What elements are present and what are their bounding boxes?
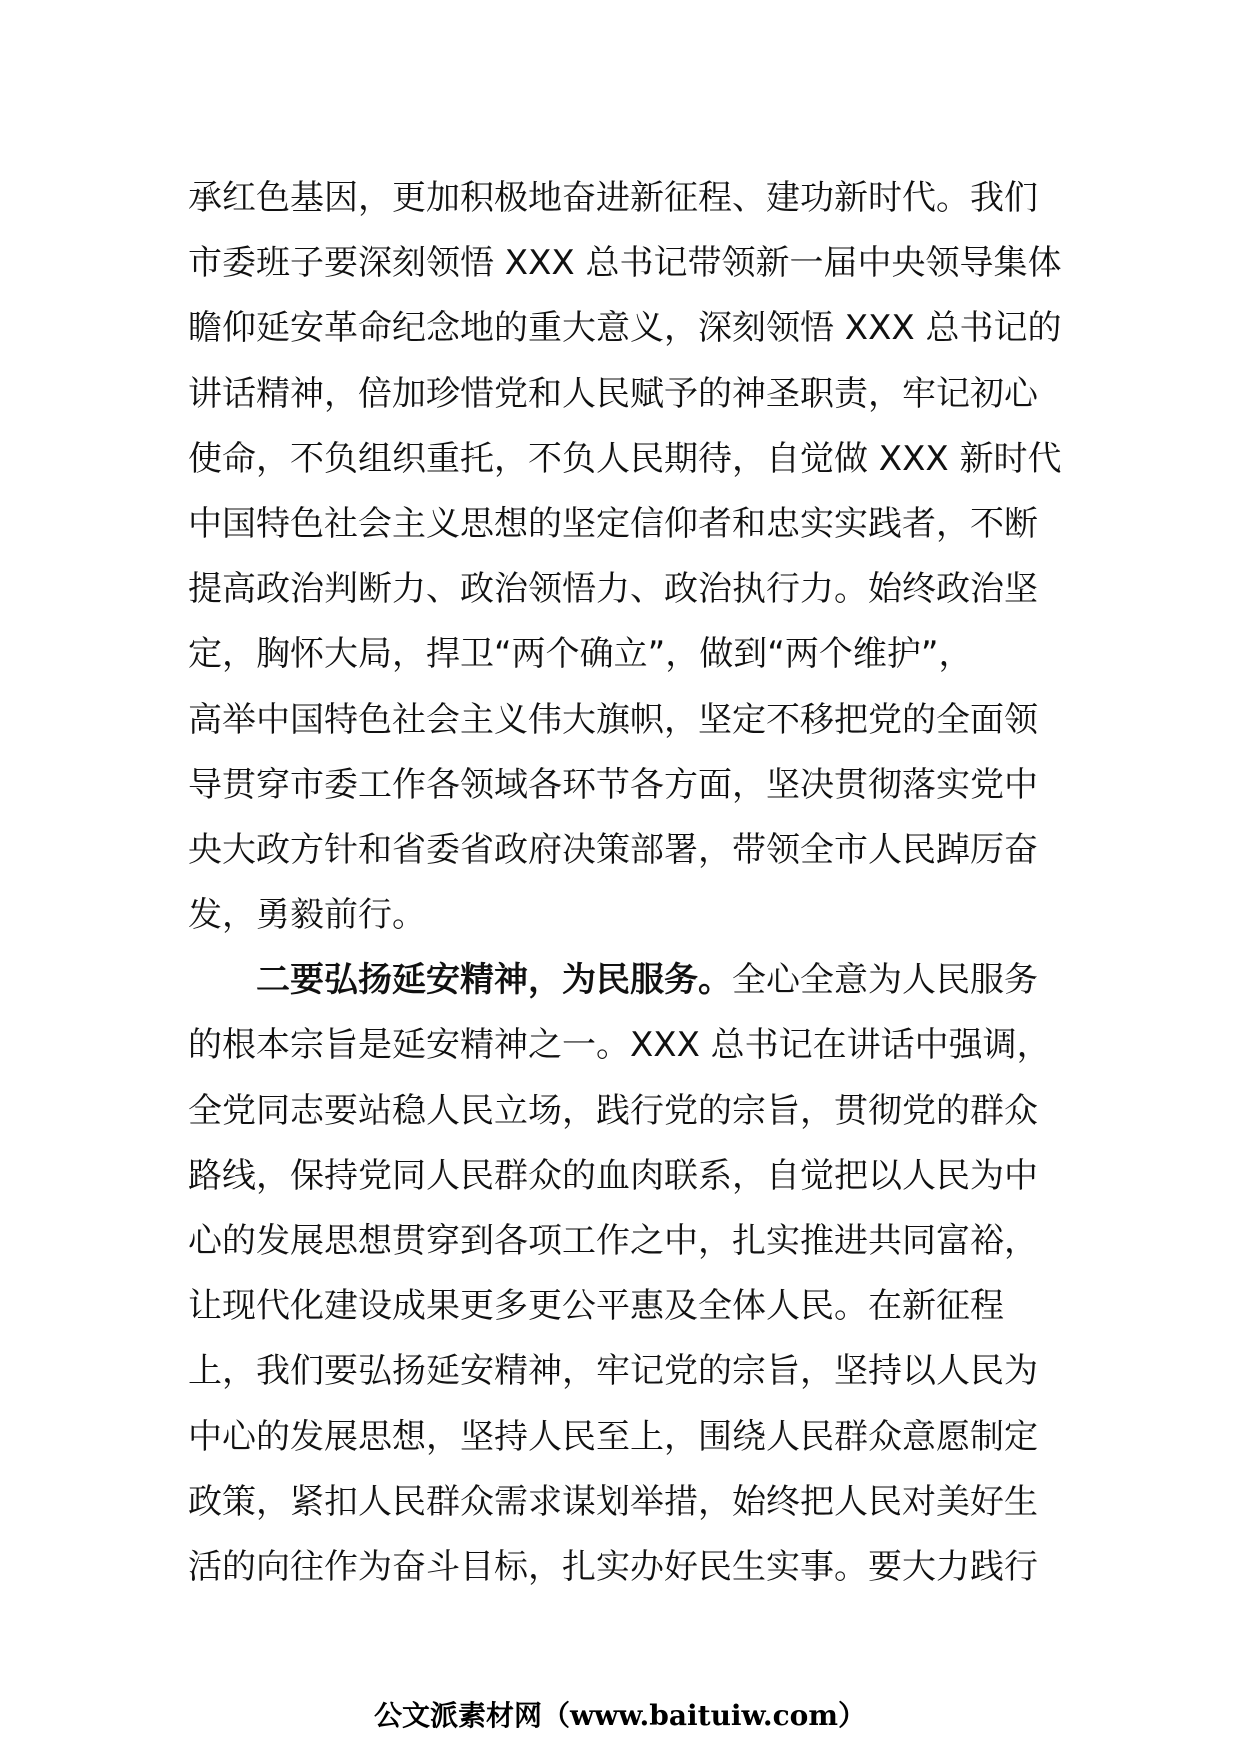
text-line: 定，胸怀大局，捍卫“两个确立”，做到“两个维护”， — [188, 634, 973, 675]
body-text — [188, 166, 1062, 1600]
text-line: 市委班子要深刻领悟 XXX 总书记带领新一届中央领导集体 — [188, 243, 1062, 284]
text-line: 发，勇毅前行。 — [188, 895, 426, 936]
footer-watermark: 公文派素材网（www.baituiw.com） — [374, 1699, 866, 1732]
text-line: 中国特色社会主义思想的坚定信仰者和忠实实践者，不断 — [188, 503, 1038, 544]
text-line: 政策，紧扣人民群众需求谋划举措，始终把人民对美好生 — [188, 1481, 1038, 1522]
text-line: 提高政治判断力、政治领悟力、政治执行力。始终政治坚 — [188, 569, 1038, 610]
paragraph-2-first-line — [188, 948, 1056, 1013]
text-line: 活的向往作为奋斗目标，扎实办好民生实事。要大力践行 — [188, 1546, 1038, 1587]
text-line: 的根本宗旨是延安精神之一。XXX 总书记在讲话中强调， — [188, 1025, 1051, 1066]
text-line: 瞻仰延安革命纪念地的重大意义，深刻领悟 XXX 总书记的 — [188, 308, 1062, 349]
text-line: 全党同志要站稳人民立场，践行党的宗旨，贯彻党的群众 — [188, 1090, 1038, 1131]
paragraph-2-first-line-rest: 全心全意为人民服务 — [732, 960, 1038, 1001]
text-line: 承红色基因，更加积极地奋进新征程、建功新时代。我们 — [188, 178, 1038, 218]
text-line: 使命，不负组织重托，不负人民期待，自觉做 XXX 新时代 — [188, 438, 1062, 479]
text-line: 央大政方针和省委省政府决策部署，带领全市人民踔厉奋 — [188, 829, 1038, 870]
text-line: 心的发展思想贯穿到各项工作之中，扎实推进共同富裕， — [188, 1221, 1038, 1261]
text-line: 导贯穿市委工作各领域各环节各方面，坚决贯彻落实党中 — [188, 764, 1038, 805]
text-line: 路线，保持党同人民群众的血肉联系，自觉把以人民为中 — [188, 1155, 1038, 1196]
text-line: 讲话精神，倍加珍惜党和人民赋予的神圣职责，牢记初心 — [188, 373, 1038, 414]
text-line: 上，我们要弘扬延安精神，牢记党的宗旨，坚持以人民为 — [188, 1351, 1038, 1392]
paragraph-2-lead: 二要弘扬延安精神，为民服务。 — [256, 960, 732, 1001]
text-line: 让现代化建设成果更多更公平惠及全体人民。在新征程 — [188, 1286, 1004, 1327]
text-line: 高举中国特色社会主义伟大旗帜，坚定不移把党的全面领 — [188, 699, 1038, 740]
text-line: 中心的发展思想，坚持人民至上，围绕人民群众意愿制定 — [188, 1416, 1038, 1457]
